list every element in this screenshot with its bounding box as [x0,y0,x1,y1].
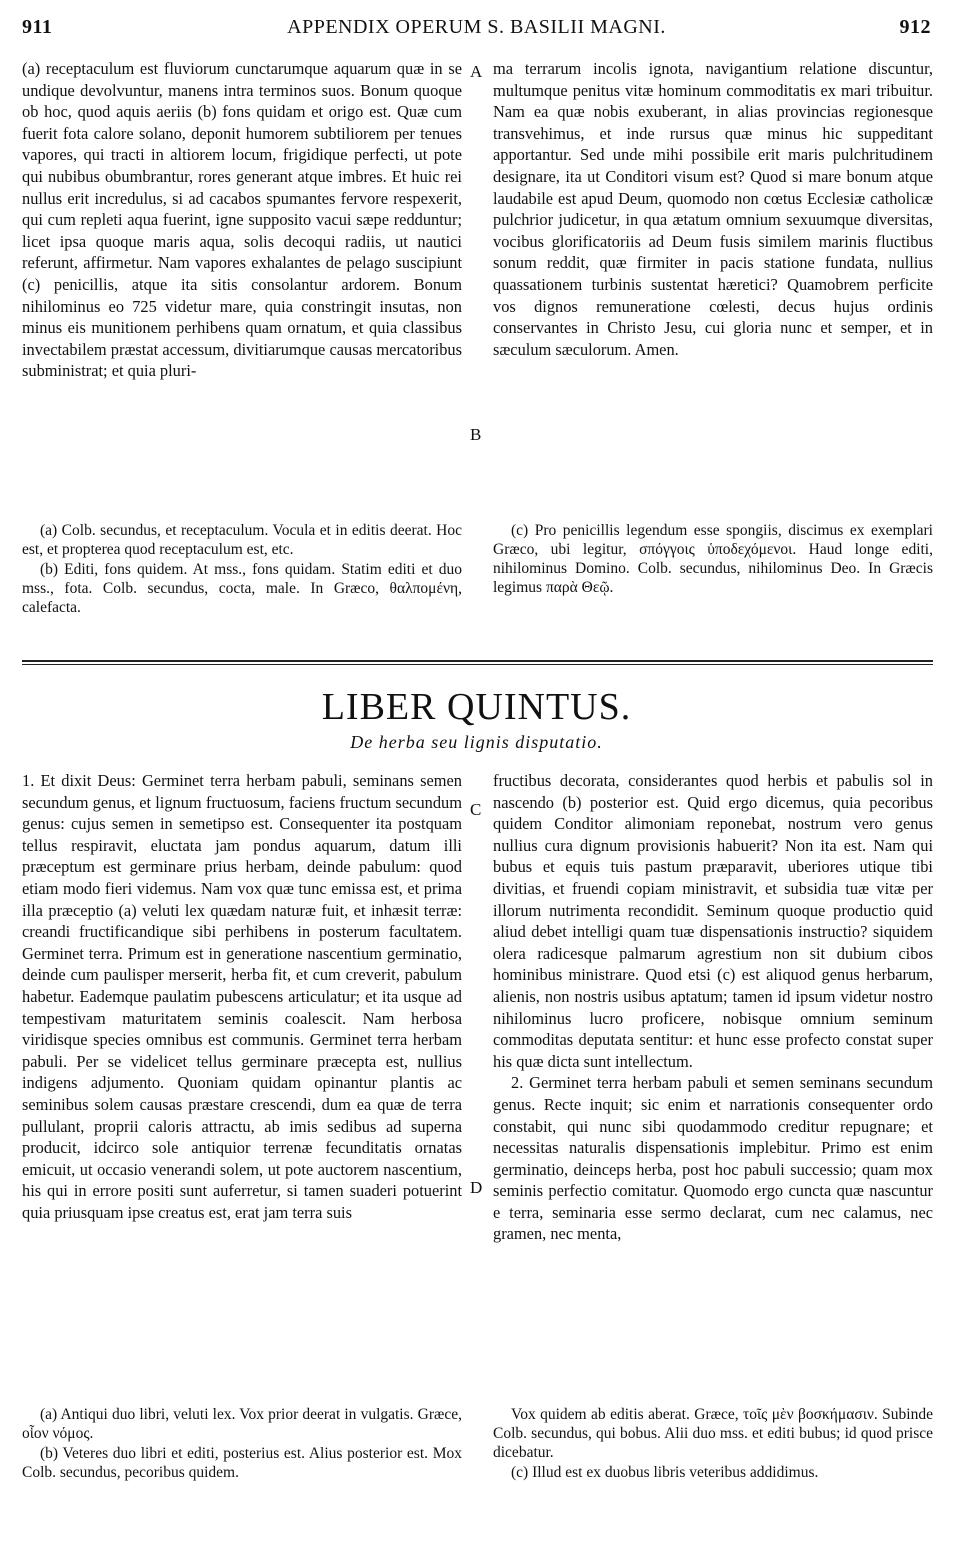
footnotes-top-left [22,521,462,618]
section-divider-thin [22,664,933,665]
body-text: ma terrarum incolis ignota, navigantium relatione discuntur, multumque penitus vitæ hominum commoditatis ex mari tribuitur. Nam ea quæ nobis exuberant, in alias provincias regionesque transvehimus, et inde rursus quæ minus hic suppeditant apportantur. Sed unde mihi possibile erit maris pulchritudinem designare, ita ut Conditori visum est? Quod si mare bonum atque laudabile est apud Deum, quomodo non cœtus Ecclesiæ catholicæ pulchrior judicetur, in qua ætatum omnium sexuumque diversitas, vocibus glorificatoriis ad Deum fusis similem marinis fluctibus sonum reddit, quæ firmiter in pacis statione fundata, nullius quassationem turbinis sustentat hæretici? Quamobrem perficite vos dignos remuneratione cœlesti, decus hujus ordinis conservantes in Christo Jesu, cui gloria nunc et semper, et in sæculum sæculorum. Amen. [493,59,933,359]
footnote: (c) Illud est ex duobus libris veteribus addidimus. [511,1464,819,1481]
footnotes-bottom-right [493,1405,933,1483]
running-header: APPENDIX OPERUM S. BASILII MAGNI. [287,16,666,38]
body-text: 1. Et dixit Deus: Germinet terra herbam pabuli, seminans semen secundum genus, et lignum fructuosum, faciens fructum secundum genus: cujus semen in semetipso est. Consequenter ita postquam tellus respiravit, eluctata jam pondus aquarum, datum illi præceptum est germinare prius herbam, deinde pabulum: quod etiam modo fieri videmus. Nam vox quæ tunc emissa est, et prima illa præceptio (a) veluti lex quædam naturæ fuit, et inhæsit terræ: creandi fructificandique sibi perhibens in posterum facultatem. Germinet terra. Primum est in generatione nascentium germinatio, deinde cum paulisper merserit, herba fit, et cum creverit, pabulum habetur. Eademque paulatim pubescens articulatur; et ita usque ad tempestivam maturitatem seminis coalescit. Nam herbosa viridisque species omnibus est communis. Germinet terra herbam pabuli. Per se videlicet tellus germinare præcepta est, nullius indigens adjumento. Quoniam quidam opinantur plantis ac seminibus solem causas præstare crescendi, dum ea quæ de terra pullulant, proprii caloris attractu, ab imis sedibus ad superna producit, idcirco sole antiquior terrenæ fecunditatis ornatas emicuit, ut occasio venerandi solem, ut pote auctorem nascentium, his qui in errore positi sunt auferretur, si tamen suaderi potuerint quia priusquam ipse creatus est, erat jam terra suis [22,771,462,1222]
top-right-column [493,58,933,360]
book-subtitle: De herba seu lignis disputatio. [350,732,603,752]
page-number-right: 912 [899,16,931,38]
body-text: (a) receptaculum est fluviorum cunctarumque aquarum quæ in se undique devolvuntur, manens intra terminos suos. Bonum quoque ob hoc, quod aquis aeriis (b) fons quidam et origo est. Quæ cum fuerit fota calore solano, deponit humorem subtiliorem per tenues vapores, qui tracti in altiorem locum, frigidique perfecti, ut pote qui nubibus obumbrantur, rores generant atque imbres. Et huic rei nullus erit incredulus, si ad cacabos spumantes fervore respexerit, qui cum repleti aqua fuerint, igne supposito vacui sæpe redduntur; licet ipsa quoque maris aqua, solis decoqui radiis, ut nautici referunt, affirmetur. Nam vapores exhalantes de pelago suscipiunt (c) penicillis, atque ita sitis consolantur ardorem. Bonum nihilominus eo 725 videtur mare, quia constringit insutas, non minus eis munitionem perhibens quam ornatum, et quia classibus invectabilem præstat accessum, divitiarumque causas mercatoribus subministrat; et quia pluri- [22,59,462,381]
margin-letter-b: B [470,425,482,444]
margin-letter-a: A [470,62,483,81]
footnotes-bottom-left [22,1405,462,1483]
bottom-right-column [493,770,933,1245]
footnote: (a) Colb. secundus, et receptaculum. Vocula et in editis deerat. Hoc est, et propterea quod receptaculum est, etc. [22,522,462,558]
section-divider [22,660,933,662]
footnote: (b) Veteres duo libri et editi, posterius est. Alius posterior est. Mox Colb. secundus, pecoribus quidem. [22,1445,462,1481]
book-title: LIBER QUINTUS. [321,686,632,728]
margin-letter-c: C [470,800,482,819]
footnote: (b) Editi, fons quidem. At mss., fons quidam. Statim editi et duo mss., fota. Colb. secundus, cocta, male. In Græco, θαλπομένη, calefacta. [22,561,462,616]
footnote: Vox quidem ab editis aberat. Græce, τοῖς μὲν βοσκήμασιν. Subinde Colb. secundus, qui bobus. Alii duo mss. et editi bubus; id quod prisce dicebatur. [493,1406,933,1461]
footnotes-top-right [493,521,933,598]
body-text: 2. Germinet terra herbam pabuli et semen seminans secundum genus. Recte inquit; sic enim et narrationis consequenter ordo constabit, qui nunc sibi quodammodo creditur repugnare; et necessitas naturalis dispensationis implebitur. Primo est enim germinatio, deinceps herba, post hoc pabuli successio; quam mox seminis perfectio comitatur. Quomodo ergo cuncta quæ nascuntur e terra, seminaria esse sermo declarat, cum nec calamus, nec gramen, nec menta, [493,1073,933,1244]
footnote: (a) Antiqui duo libri, veluti lex. Vox prior deerat in vulgatis. Græce, οἷον νόμος. [22,1406,462,1442]
top-left-column [22,58,462,382]
footnote: (c) Pro penicillis legendum esse spongiis, discimus ex exemplari Græco, ubi legitur, σπόγγοις ὑποδεχόμενοι. Haud longe editi, nihilominus Domino. Colb. secundus, nihilominus Deo. In Græcis legimus παρὰ Θεῷ. [493,522,933,596]
body-text: fructibus decorata, considerantes quod herbis et pabulis sol in nascendo (b) posterior est. Quid ergo dicemus, quia pecoribus quidem Conditor alimoniam reponebat, nostrum vero genus nullius cura dignum provisionis habuerit? Non ita est. Nam qui bubus et equis tuis pastum præparavit, uberiores utique tibi divitias, et fruendi copiam ministravit, et subsidia tuæ vitæ per illorum nutrimenta recondidit. Seminum quoque productio quid aliud debet intelligi quam tuæ dispensationis instructio? siquidem olera radicesque palmarum agrestium non sit dubium cibos hominibus ministrare. Quod etsi (c) est aliquod genus herbarum, alienis, non nostris usibus aptatum; tamen id ipsum videtur nostro nihilominus lucro proficere, nobisque omnium seminum commoditas deputata sentitur: et hunc esse profecto constat super his quæ dicta sunt intellectum. [493,771,933,1071]
page-number-left: 911 [22,16,53,38]
bottom-left-column [22,770,462,1223]
margin-letter-d: D [470,1178,483,1197]
